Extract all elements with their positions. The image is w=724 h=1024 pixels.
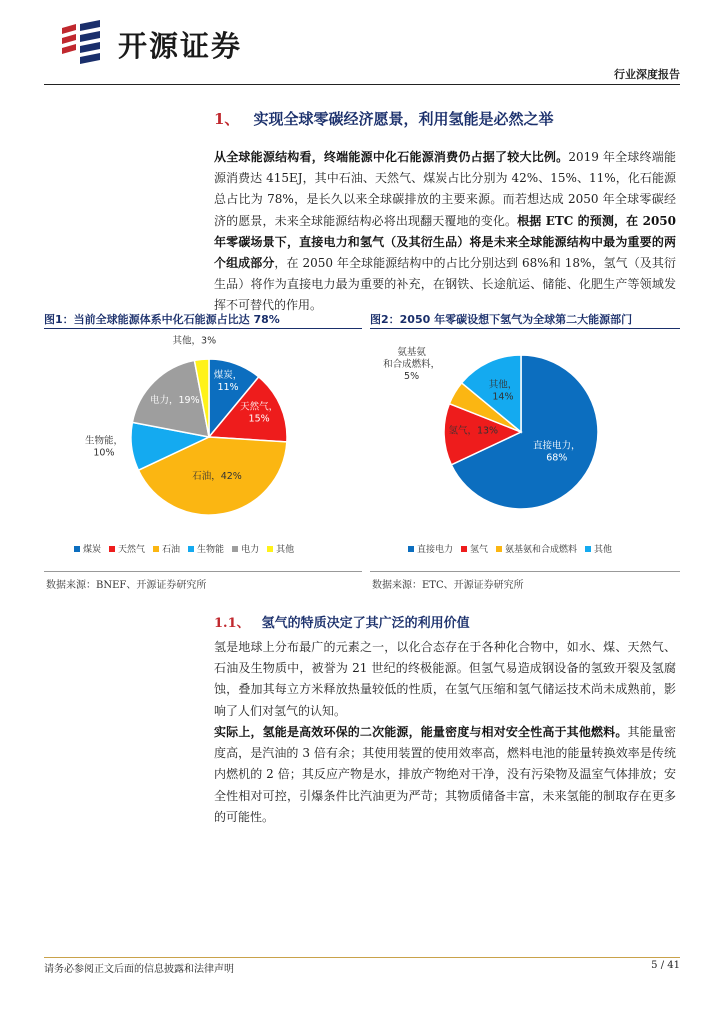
paragraph-lead: 实际上，氢能是高效环保的二次能源，能量密度与相对安全性高于其他燃料。 [214,725,628,739]
pie-data-label: 煤炭， 11% [213,370,243,394]
legend-label: 天然气 [118,545,146,555]
legend-label: 其他 [276,545,295,555]
figure2-title-rule [370,328,680,329]
legend-swatch [109,546,115,552]
pie-data-label: 氨基氨和合成燃料， 5% [383,347,441,383]
legend-label: 电力 [241,545,260,555]
section-number: 1、 [214,110,240,128]
legend-item [232,542,259,555]
legend-item [267,542,294,555]
pie-data-label: 其他，3% [172,335,217,347]
legend-label: 煤炭 [83,545,102,555]
footer-disclaimer: 请务必参阅正文后面的信息披露和法律声明 [44,964,234,975]
legend-swatch [267,546,273,552]
legend-label: 氨基氨和合成燃料 [505,545,578,555]
legend-swatch [153,546,159,552]
pie-data-label: 氢气，13% [448,425,499,437]
legend-swatch [408,546,414,552]
figure1-legend [74,542,294,555]
legend-item [496,542,577,555]
paragraph-body: 2019 年全球终端能源消费达 415EJ，其中石油、天然气、煤炭占比分别为 42%、15%、11%，化石能源总占比为 78%，是长久以来全球碳排放的主要来源。而若想达成 2050 年全球零碳经济的愿景，未来全球能源结构必将出现翻天覆地的变化。 [214,150,676,228]
legend-swatch [232,546,238,552]
legend-label: 生物能 [197,545,225,555]
section1-paragraph [214,147,676,317]
figure2-title: 图2：2050 年零碳设想下氢气为全球第二大能源部门 [370,313,633,326]
section-heading-1-1 [214,612,470,631]
figure1-title: 图1：当前全球能源体系中化石能源占比达 78% [44,313,280,326]
legend-item [188,542,224,555]
legend-item [74,542,101,555]
section1-1-paragraph-2 [214,722,676,828]
paragraph-body: 其能量密度高，是汽油的 3 倍有余；其使用装置的使用效率高，燃料电池的能量转换效率是传统内燃机的 2 倍；其反应产物是水，排放产物绝对干净，没有污染物及温室气体排放；安全性相对可控，引爆条件比汽油更为严苛；其物质储备丰富，未来氢能的制取存在更多的可能性。 [214,725,676,824]
section-title: 实现全球零碳经济愿景，利用氢能是必然之举 [253,110,554,128]
figure2-source: 数据来源：ETC、开源证券研究所 [372,580,524,591]
legend-item [109,542,145,555]
section-number: 1.1、 [214,616,250,631]
figure2-legend [408,542,612,555]
brand-name: 开源证券 [118,29,243,63]
legend-item [153,542,180,555]
report-type-label: 行业深度报告 [614,68,680,81]
paragraph-body: ，在 2050 年全球能源结构中的占比分别达到 68%和 18%，氢气（及其衍生品）将作为直接电力最为重要的补充，在钢铁、长途航运、储能、化肥生产等领域发挥不可替代的作用。 [214,256,676,313]
legend-item [585,542,612,555]
legend-label: 氢气 [470,545,489,555]
legend-item [461,542,488,555]
legend-label: 石油 [162,545,181,555]
pie-data-label: 直接电力， 68% [532,440,581,464]
figure2-pie-chart [370,332,680,570]
page-number: 5 / 41 [651,960,680,971]
pie-data-label: 石油，42% [192,471,242,483]
figure1-pie-chart [44,332,362,570]
header-divider [44,84,680,85]
section-heading-1 [214,108,553,129]
footer-divider [44,957,680,958]
pie-data-label: 天然气， 15% [240,401,279,425]
legend-swatch [188,546,194,552]
legend-item [408,542,453,555]
legend-label: 其他 [594,545,613,555]
figure1-source-rule [44,571,362,572]
pie-data-label: 生物能， 10% [84,435,123,459]
pie-data-label: 其他， 14% [488,379,518,403]
legend-swatch [585,546,591,552]
paragraph-lead: 从全球能源结构看，终端能源中化石能源消费仍占据了较大比例。 [214,150,569,164]
legend-label: 直接电力 [417,545,454,555]
legend-swatch [74,546,80,552]
brand-logo-icon [56,20,108,64]
legend-swatch [496,546,502,552]
paragraph-bold: 根据 ETC 的预测，在 2050 年零碳场景下，直接电力和氢气（及其衍生品）将是未来全球能源结构中最为重要的两个组成部分 [214,213,676,271]
legend-swatch [461,546,467,552]
figure2-source-rule [370,571,680,572]
figure1-title-rule [44,328,362,329]
figure1-source: 数据来源：BNEF、开源证券研究所 [46,580,207,591]
section-title: 氢气的特质决定了其广泛的利用价值 [261,616,470,631]
pie-data-label: 电力，19% [149,394,200,406]
section1-1-paragraph-1: 氢是地球上分布最广的元素之一，以化合态存在于各种化合物中，如水、煤、天然气、石油及生物质中，被誉为 21 世纪的终极能源。但氢气易造成钢设备的氢致开裂及氢腐蚀，叠加其每立方米释放热量较低的性质，在氢气压缩和氢气储运技术尚未成熟前，影响了人们对氢气的认知。 [214,640,676,718]
